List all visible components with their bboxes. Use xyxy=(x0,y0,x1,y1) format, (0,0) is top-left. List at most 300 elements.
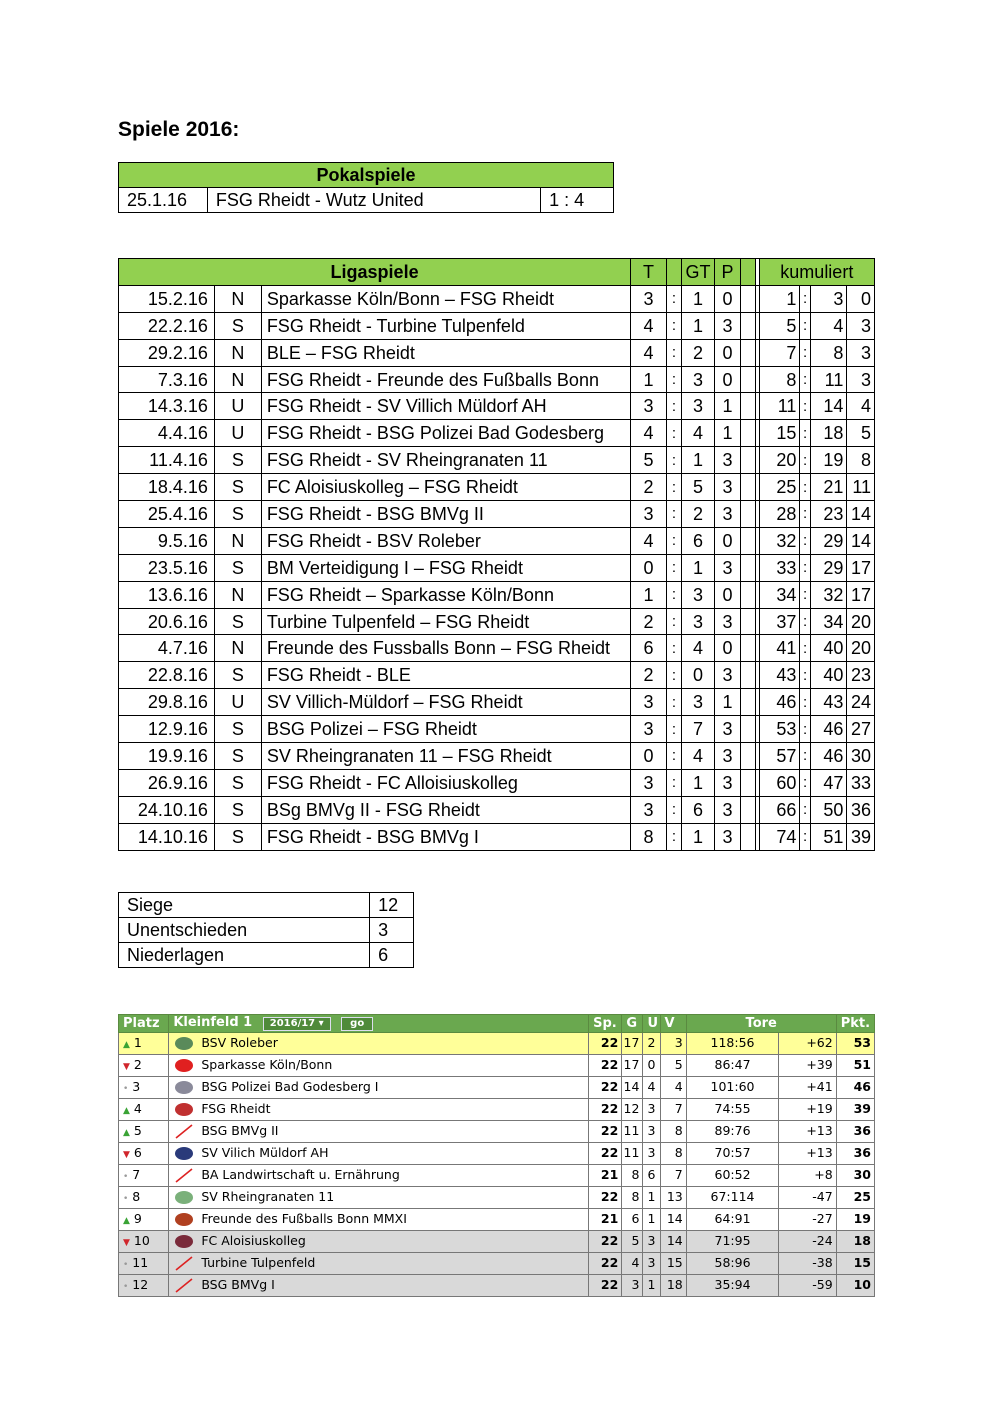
game-match: BSg BMVg II - FSG Rheidt xyxy=(261,796,630,823)
score-separator: : xyxy=(666,662,681,689)
cumulative-goals-conceded: 23 xyxy=(810,501,847,528)
losses: 3 xyxy=(660,1033,686,1055)
club-name[interactable]: Freunde des Fußballs Bonn MMXI xyxy=(201,1211,407,1226)
score-separator: : xyxy=(800,716,810,743)
club-name[interactable]: BSG Polizei Bad Godesberg I xyxy=(201,1079,379,1094)
cup-games-table xyxy=(118,162,614,213)
game-match: FSG Rheidt - BSG BMVg II xyxy=(261,501,630,528)
goals-scored: 8 xyxy=(631,823,667,850)
cumulative-goals-scored: 1 xyxy=(759,285,800,312)
goals-conceded: 3 xyxy=(682,393,715,420)
goals-scored: 3 xyxy=(631,285,667,312)
cumulative-goals-conceded: 4 xyxy=(810,312,847,339)
game-outcome: S xyxy=(214,312,261,339)
cumulative-goals-scored: 37 xyxy=(759,608,800,635)
standings-row xyxy=(119,1165,875,1187)
game-outcome: N xyxy=(214,527,261,554)
goals-conceded: 0 xyxy=(682,662,715,689)
score-separator: : xyxy=(800,285,810,312)
club-crest-icon xyxy=(173,1278,195,1293)
goals-scored: 6 xyxy=(631,635,667,662)
goals-conceded: 1 xyxy=(682,312,715,339)
cumulative-goals-scored: 66 xyxy=(759,796,800,823)
goal-difference: -38 xyxy=(779,1253,836,1275)
page-title: Spiele 2016: xyxy=(118,118,240,141)
league-game-row xyxy=(119,581,875,608)
draws: 4 xyxy=(643,1077,660,1099)
rank-cell xyxy=(119,1099,169,1121)
cumulative-points: 0 xyxy=(847,285,875,312)
cumulative-points: 14 xyxy=(847,527,875,554)
cumulative-goals-conceded: 32 xyxy=(810,581,847,608)
game-match: FSG Rheidt - BSG BMVg I xyxy=(261,823,630,850)
cumulative-goals-conceded: 3 xyxy=(810,285,847,312)
game-match: FSG Rheidt - BSG Polizei Bad Godesberg xyxy=(261,420,630,447)
league-header-row xyxy=(119,259,875,286)
rank-number: 10 xyxy=(133,1233,150,1248)
losses: 7 xyxy=(660,1099,686,1121)
score-separator: : xyxy=(666,689,681,716)
cumulative-goals-scored: 53 xyxy=(759,716,800,743)
game-outcome: N xyxy=(214,285,261,312)
rank-number: 9 xyxy=(133,1211,142,1226)
goals: 67:114 xyxy=(686,1187,779,1209)
games-played: 22 xyxy=(589,1187,622,1209)
score-separator: : xyxy=(666,743,681,770)
league-games-title: Ligaspiele xyxy=(119,259,631,286)
cumulative-goals-conceded: 19 xyxy=(810,447,847,474)
goals-scored: 4 xyxy=(631,339,667,366)
losses: 13 xyxy=(660,1187,686,1209)
points: 1 xyxy=(714,420,741,447)
goals-conceded: 2 xyxy=(682,501,715,528)
game-match: Sparkasse Köln/Bonn – FSG Rheidt xyxy=(261,285,630,312)
col-spacer xyxy=(741,420,755,447)
wins: 17 xyxy=(622,1055,643,1077)
summary-row xyxy=(119,893,414,918)
game-date: 24.10.16 xyxy=(119,796,215,823)
col-spacer xyxy=(741,581,755,608)
points-total: 39 xyxy=(836,1099,874,1121)
rank-number: 11 xyxy=(132,1255,149,1270)
game-date: 29.8.16 xyxy=(119,689,215,716)
points: 3 xyxy=(714,716,741,743)
standings-row xyxy=(119,1187,875,1209)
league-game-row xyxy=(119,608,875,635)
points: 1 xyxy=(714,689,741,716)
points: 3 xyxy=(714,447,741,474)
game-match: FSG Rheidt - BLE xyxy=(261,662,630,689)
goals-conceded: 2 xyxy=(682,339,715,366)
points: 3 xyxy=(714,769,741,796)
goals-scored: 1 xyxy=(631,581,667,608)
score-separator: : xyxy=(666,796,681,823)
col-spacer xyxy=(741,474,755,501)
club-name[interactable]: Sparkasse Köln/Bonn xyxy=(201,1057,333,1072)
draws: 6 xyxy=(643,1165,660,1187)
rank-number: 6 xyxy=(133,1145,142,1160)
league-standings-table xyxy=(118,1014,875,1297)
points: 3 xyxy=(714,312,741,339)
club-crest-icon xyxy=(173,1212,195,1227)
game-date: 14.10.16 xyxy=(119,823,215,850)
score-separator: : xyxy=(800,769,810,796)
goals: 35:94 xyxy=(686,1275,779,1297)
col-spacer xyxy=(741,393,755,420)
draws: 0 xyxy=(643,1055,660,1077)
game-match: BSG Polizei – FSG Rheidt xyxy=(261,716,630,743)
points: 3 xyxy=(714,608,741,635)
game-outcome: S xyxy=(214,662,261,689)
goals: 60:52 xyxy=(686,1165,779,1187)
score-separator: : xyxy=(666,581,681,608)
col-header-u: U xyxy=(643,1015,660,1033)
game-match: FC Aloisiuskolleg – FSG Rheidt xyxy=(261,474,630,501)
col-spacer xyxy=(741,285,755,312)
games-played: 22 xyxy=(589,1077,622,1099)
wins: 5 xyxy=(622,1231,643,1253)
rank-number: 12 xyxy=(132,1277,149,1292)
cumulative-goals-scored: 46 xyxy=(759,689,800,716)
club-cell xyxy=(169,1121,589,1143)
goals: 74:55 xyxy=(686,1099,779,1121)
goals-scored: 1 xyxy=(631,366,667,393)
col-spacer xyxy=(741,527,755,554)
standings-row xyxy=(119,1275,875,1297)
standings-row xyxy=(119,1099,875,1121)
rank-cell xyxy=(119,1033,169,1055)
points: 0 xyxy=(714,527,741,554)
goals-conceded: 3 xyxy=(682,608,715,635)
cup-game-match: FSG Rheidt - Wutz United xyxy=(207,188,540,213)
standings-header-row xyxy=(119,1015,875,1033)
league-game-row xyxy=(119,312,875,339)
trend-up-icon: ▲ xyxy=(123,1040,130,1050)
trend-down-icon: ▼ xyxy=(123,1062,130,1072)
points-total: 25 xyxy=(836,1187,874,1209)
points-total: 53 xyxy=(836,1033,874,1055)
score-separator: : xyxy=(666,474,681,501)
score-separator: : xyxy=(800,501,810,528)
club-name[interactable]: BSG BMVg I xyxy=(201,1277,275,1292)
draws: 1 xyxy=(643,1209,660,1231)
game-date: 14.3.16 xyxy=(119,393,215,420)
league-game-row xyxy=(119,339,875,366)
goals-scored: 3 xyxy=(631,796,667,823)
losses: 5 xyxy=(660,1055,686,1077)
games-played: 22 xyxy=(589,1033,622,1055)
col-header-pkt: Pkt. xyxy=(836,1015,874,1033)
game-date: 15.2.16 xyxy=(119,285,215,312)
games-played: 21 xyxy=(589,1165,622,1187)
game-match: SV Villich-Müldorf – FSG Rheidt xyxy=(261,689,630,716)
goals-scored: 4 xyxy=(631,312,667,339)
col-spacer xyxy=(741,554,755,581)
points-total: 18 xyxy=(836,1231,874,1253)
summary-label: Siege xyxy=(119,893,370,918)
trend-down-icon: ▼ xyxy=(123,1238,130,1248)
summary-row xyxy=(119,943,414,968)
cumulative-points: 14 xyxy=(847,501,875,528)
goals-conceded: 6 xyxy=(682,796,715,823)
club-crest-icon xyxy=(173,1234,195,1249)
score-separator: : xyxy=(800,581,810,608)
games-played: 22 xyxy=(589,1231,622,1253)
rank-cell xyxy=(119,1121,169,1143)
game-outcome: N xyxy=(214,581,261,608)
points-total: 46 xyxy=(836,1077,874,1099)
cumulative-goals-scored: 74 xyxy=(759,823,800,850)
league-game-row xyxy=(119,823,875,850)
league-game-row xyxy=(119,635,875,662)
goal-difference: +8 xyxy=(779,1165,836,1187)
goals-conceded: 1 xyxy=(682,447,715,474)
goals: 86:47 xyxy=(686,1055,779,1077)
goals-scored: 3 xyxy=(631,716,667,743)
league-game-row xyxy=(119,662,875,689)
score-separator: : xyxy=(666,393,681,420)
points: 0 xyxy=(714,581,741,608)
trend-up-icon: ▲ xyxy=(123,1128,130,1138)
cumulative-points: 23 xyxy=(847,662,875,689)
score-separator: : xyxy=(800,689,810,716)
losses: 8 xyxy=(660,1143,686,1165)
cumulative-goals-conceded: 43 xyxy=(810,689,847,716)
league-game-row xyxy=(119,743,875,770)
summary-label: Unentschieden xyxy=(119,918,370,943)
club-cell xyxy=(169,1099,589,1121)
goal-difference: +39 xyxy=(779,1055,836,1077)
score-separator: : xyxy=(666,447,681,474)
losses: 14 xyxy=(660,1231,686,1253)
club-cell xyxy=(169,1253,589,1275)
cumulative-points: 3 xyxy=(847,366,875,393)
club-name[interactable]: BA Landwirtschaft u. Ernährung xyxy=(201,1167,400,1182)
club-name[interactable]: FC Aloisiuskolleg xyxy=(201,1233,306,1248)
club-name[interactable]: Turbine Tulpenfeld xyxy=(201,1255,316,1270)
goals-scored: 2 xyxy=(631,662,667,689)
game-outcome: S xyxy=(214,716,261,743)
col-spacer xyxy=(741,259,755,286)
goals-conceded: 4 xyxy=(682,743,715,770)
cumulative-points: 3 xyxy=(847,339,875,366)
games-played: 22 xyxy=(589,1055,622,1077)
cumulative-goals-conceded: 34 xyxy=(810,608,847,635)
game-match: FSG Rheidt - SV Rheingranaten 11 xyxy=(261,447,630,474)
summary-value: 3 xyxy=(370,918,414,943)
rank-number: 2 xyxy=(133,1057,142,1072)
score-separator: : xyxy=(800,527,810,554)
goals-conceded: 3 xyxy=(682,689,715,716)
cumulative-goals-scored: 11 xyxy=(759,393,800,420)
cup-game-date: 25.1.16 xyxy=(119,188,208,213)
points-total: 30 xyxy=(836,1165,874,1187)
rank-number: 3 xyxy=(132,1079,141,1094)
games-played: 22 xyxy=(589,1253,622,1275)
score-separator: : xyxy=(800,608,810,635)
league-name: Kleinfeld 1 xyxy=(173,1015,253,1030)
points: 3 xyxy=(714,796,741,823)
cumulative-points: 4 xyxy=(847,393,875,420)
league-game-row xyxy=(119,393,875,420)
points-total: 51 xyxy=(836,1055,874,1077)
game-match: FSG Rheidt - BSV Roleber xyxy=(261,527,630,554)
club-crest-icon xyxy=(173,1146,195,1161)
wins: 8 xyxy=(622,1187,643,1209)
game-date: 23.5.16 xyxy=(119,554,215,581)
club-cell xyxy=(169,1231,589,1253)
game-date: 22.8.16 xyxy=(119,662,215,689)
goals-scored: 2 xyxy=(631,474,667,501)
club-crest-icon xyxy=(173,1256,195,1271)
cumulative-points: 5 xyxy=(847,420,875,447)
goals-conceded: 3 xyxy=(682,366,715,393)
col-spacer xyxy=(741,608,755,635)
score-separator: : xyxy=(666,366,681,393)
summary-row xyxy=(119,918,414,943)
season-select[interactable]: 2016/17 ▾ xyxy=(263,1017,331,1031)
score-separator: : xyxy=(666,823,681,850)
club-name[interactable]: BSV Roleber xyxy=(201,1035,278,1050)
score-separator: : xyxy=(666,312,681,339)
losses: 18 xyxy=(660,1275,686,1297)
game-date: 25.4.16 xyxy=(119,501,215,528)
club-name[interactable]: BSG BMVg II xyxy=(201,1123,279,1138)
col-spacer xyxy=(741,366,755,393)
score-separator: : xyxy=(666,501,681,528)
game-match: BLE – FSG Rheidt xyxy=(261,339,630,366)
trend-same-icon: • xyxy=(123,1172,129,1182)
club-name[interactable]: FSG Rheidt xyxy=(201,1101,271,1116)
game-match: FSG Rheidt - Turbine Tulpenfeld xyxy=(261,312,630,339)
rank-cell xyxy=(119,1165,169,1187)
draws: 3 xyxy=(643,1099,660,1121)
col-spacer xyxy=(741,635,755,662)
league-game-row xyxy=(119,420,875,447)
cumulative-goals-scored: 60 xyxy=(759,769,800,796)
game-outcome: U xyxy=(214,689,261,716)
game-match: FSG Rheidt - Freunde des Fußballs Bonn xyxy=(261,366,630,393)
club-cell xyxy=(169,1055,589,1077)
goals-conceded: 4 xyxy=(682,635,715,662)
col-header-v: V xyxy=(660,1015,686,1033)
goals-conceded: 1 xyxy=(682,769,715,796)
rank-cell xyxy=(119,1253,169,1275)
goals-scored: 4 xyxy=(631,420,667,447)
standings-row xyxy=(119,1077,875,1099)
cumulative-points: 33 xyxy=(847,769,875,796)
club-crest-icon xyxy=(173,1080,195,1095)
rank-cell xyxy=(119,1209,169,1231)
club-cell xyxy=(169,1143,589,1165)
game-match: BM Verteidigung I – FSG Rheidt xyxy=(261,554,630,581)
wins: 6 xyxy=(622,1209,643,1231)
losses: 14 xyxy=(660,1209,686,1231)
cumulative-goals-conceded: 40 xyxy=(810,662,847,689)
league-game-row xyxy=(119,769,875,796)
club-name[interactable]: SV Vilich Müldorf AH xyxy=(201,1145,329,1160)
season-summary-table xyxy=(118,892,414,968)
goals-conceded: 3 xyxy=(682,581,715,608)
points-total: 15 xyxy=(836,1253,874,1275)
col-spacer xyxy=(741,339,755,366)
game-match: Turbine Tulpenfeld – FSG Rheidt xyxy=(261,608,630,635)
cumulative-goals-conceded: 29 xyxy=(810,554,847,581)
trend-same-icon: • xyxy=(123,1260,129,1270)
club-cell xyxy=(169,1209,589,1231)
club-cell xyxy=(169,1275,589,1297)
club-cell xyxy=(169,1165,589,1187)
game-outcome: N xyxy=(214,635,261,662)
points: 0 xyxy=(714,285,741,312)
game-outcome: S xyxy=(214,743,261,770)
club-cell xyxy=(169,1187,589,1209)
trend-up-icon: ▲ xyxy=(123,1106,130,1116)
game-outcome: U xyxy=(214,420,261,447)
col-spacer xyxy=(741,743,755,770)
rank-cell xyxy=(119,1055,169,1077)
draws: 3 xyxy=(643,1231,660,1253)
games-played: 22 xyxy=(589,1143,622,1165)
game-date: 19.9.16 xyxy=(119,743,215,770)
league-game-row xyxy=(119,474,875,501)
cumulative-goals-conceded: 46 xyxy=(810,743,847,770)
game-date: 11.4.16 xyxy=(119,447,215,474)
draws: 2 xyxy=(643,1033,660,1055)
cumulative-goals-conceded: 14 xyxy=(810,393,847,420)
points: 0 xyxy=(714,339,741,366)
score-separator: : xyxy=(666,339,681,366)
goal-difference: -24 xyxy=(779,1231,836,1253)
goal-difference: +13 xyxy=(779,1121,836,1143)
rank-number: 8 xyxy=(132,1189,141,1204)
points: 3 xyxy=(714,501,741,528)
league-game-row xyxy=(119,366,875,393)
game-outcome: N xyxy=(214,366,261,393)
club-name[interactable]: SV Rheingranaten 11 xyxy=(201,1189,335,1204)
cup-games-title: Pokalspiele xyxy=(119,163,614,188)
score-separator: : xyxy=(800,796,810,823)
score-separator: : xyxy=(800,635,810,662)
goals-scored: 2 xyxy=(631,608,667,635)
points: 3 xyxy=(714,474,741,501)
score-separator: : xyxy=(666,420,681,447)
standings-row xyxy=(119,1231,875,1253)
score-separator: : xyxy=(800,474,810,501)
go-button[interactable]: go xyxy=(341,1017,373,1031)
league-game-row xyxy=(119,554,875,581)
trend-down-icon: ▼ xyxy=(123,1150,130,1160)
score-separator: : xyxy=(800,554,810,581)
trend-same-icon: • xyxy=(123,1194,129,1204)
game-date: 4.7.16 xyxy=(119,635,215,662)
goal-difference: +13 xyxy=(779,1143,836,1165)
draws: 3 xyxy=(643,1253,660,1275)
rank-cell xyxy=(119,1077,169,1099)
cumulative-goals-conceded: 46 xyxy=(810,716,847,743)
trend-same-icon: • xyxy=(123,1282,129,1292)
points: 3 xyxy=(714,823,741,850)
col-spacer xyxy=(741,689,755,716)
league-game-row xyxy=(119,689,875,716)
game-outcome: U xyxy=(214,393,261,420)
cumulative-points: 17 xyxy=(847,554,875,581)
standings-row xyxy=(119,1121,875,1143)
games-played: 22 xyxy=(589,1275,622,1297)
wins: 3 xyxy=(622,1275,643,1297)
cumulative-points: 27 xyxy=(847,716,875,743)
cumulative-goals-scored: 8 xyxy=(759,366,800,393)
